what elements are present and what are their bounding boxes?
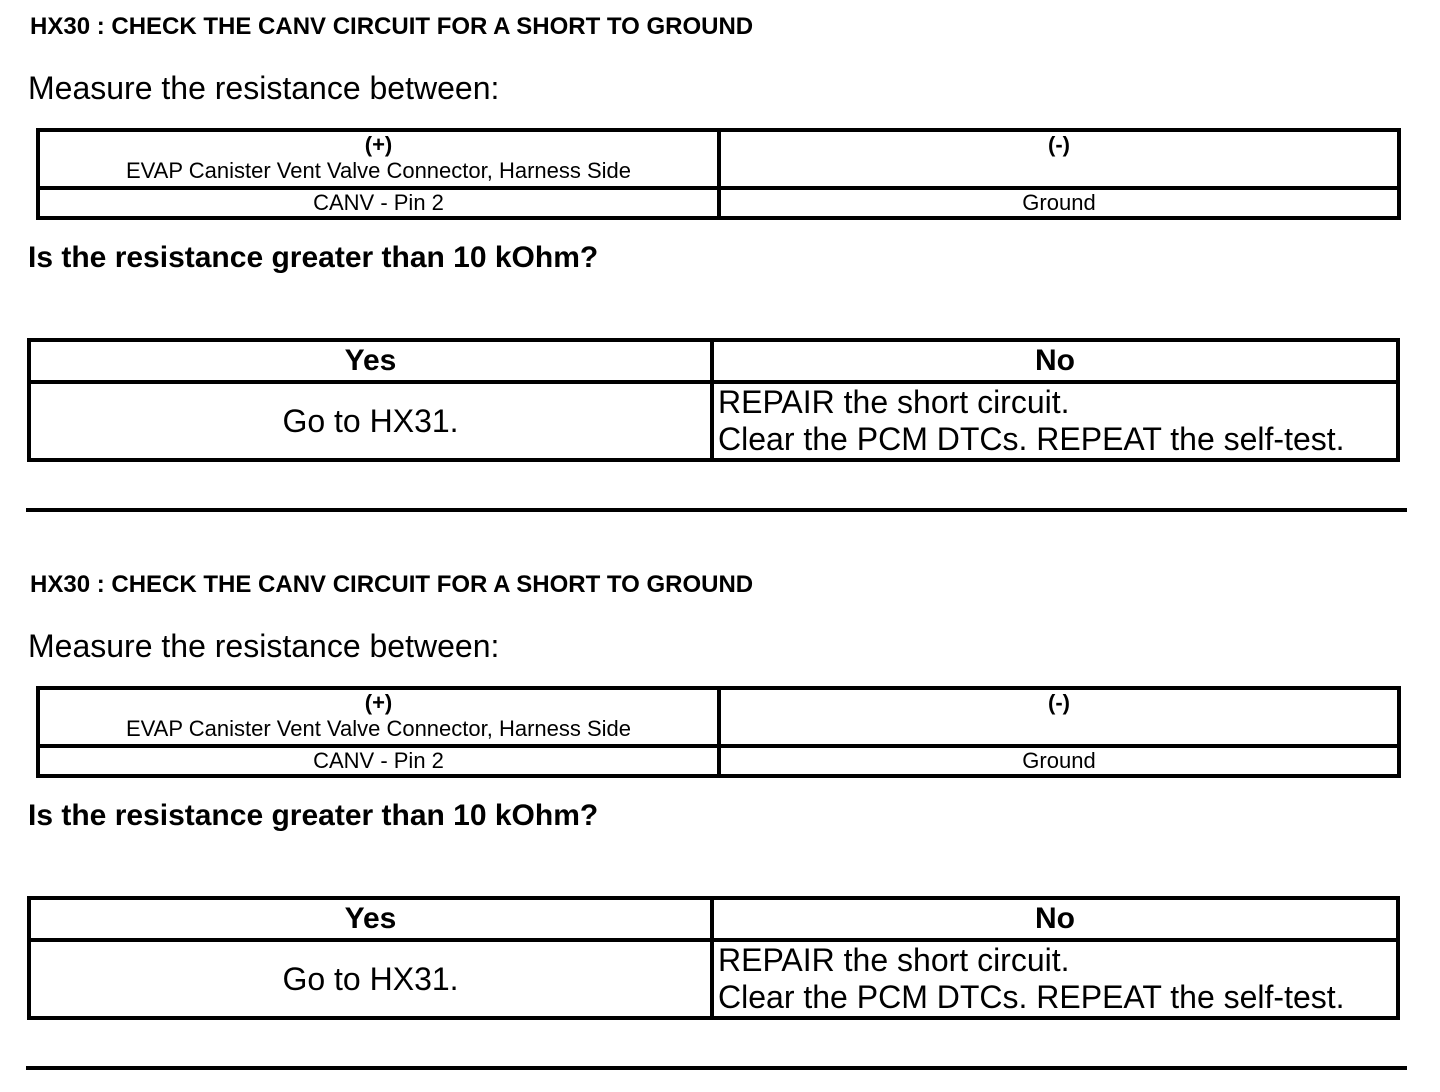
measurement-table [36,686,1401,778]
section-divider [26,508,1407,512]
positive-probe-header [38,688,719,746]
section-divider [26,1066,1407,1070]
test-step-block [0,0,1440,530]
negative-probe-value: Ground [719,188,1399,218]
no-action [712,382,1398,460]
instruction-text: Measure the resistance between: [28,628,500,664]
answer-body-row [29,940,1398,1018]
negative-probe-value: Ground [719,746,1399,776]
question-text: Is the resistance greater than 10 kOhm? [28,799,599,832]
positive-probe-label: EVAP Canister Vent Valve Connector, Harness Side [125,158,632,183]
measurement-header-row [38,130,1399,188]
no-header: No [712,898,1398,940]
positive-probe-value: CANV - Pin 2 [38,746,719,776]
measurement-value-row [38,188,1399,218]
positive-symbol: (+) [364,690,393,715]
measurement-value-row [38,746,1399,776]
negative-symbol: (-) [1048,132,1070,157]
negative-symbol: (-) [1048,690,1070,715]
answer-header-row [29,898,1398,940]
no-header: No [712,340,1398,382]
no-action [712,940,1398,1018]
no-action-line: Clear the PCM DTCs. REPEAT the self-test. [718,421,1345,457]
yes-action: Go to HX31. [29,940,712,1018]
test-step-block [0,558,1440,1088]
measurement-table [36,128,1401,220]
step-title: HX30 : CHECK THE CANV CIRCUIT FOR A SHORT TO GROUND [30,571,754,598]
no-action-line: REPAIR the short circuit. [718,942,1070,978]
yes-action: Go to HX31. [29,382,712,460]
answer-table [27,338,1400,462]
positive-symbol: (+) [364,132,393,157]
question-text: Is the resistance greater than 10 kOhm? [28,241,599,274]
no-action-line: Clear the PCM DTCs. REPEAT the self-test. [718,979,1345,1015]
no-action-line: REPAIR the short circuit. [718,384,1070,420]
instruction-text: Measure the resistance between: [28,70,500,106]
measurement-header-row [38,688,1399,746]
positive-probe-value: CANV - Pin 2 [38,188,719,218]
step-title: HX30 : CHECK THE CANV CIRCUIT FOR A SHORT TO GROUND [30,13,754,40]
answer-body-row [29,382,1398,460]
answer-header-row [29,340,1398,382]
yes-header: Yes [29,340,712,382]
answer-table [27,896,1400,1020]
yes-header: Yes [29,898,712,940]
positive-probe-header [38,130,719,188]
positive-probe-label: EVAP Canister Vent Valve Connector, Harness Side [125,716,632,741]
negative-probe-header [719,688,1399,746]
negative-probe-header [719,130,1399,188]
